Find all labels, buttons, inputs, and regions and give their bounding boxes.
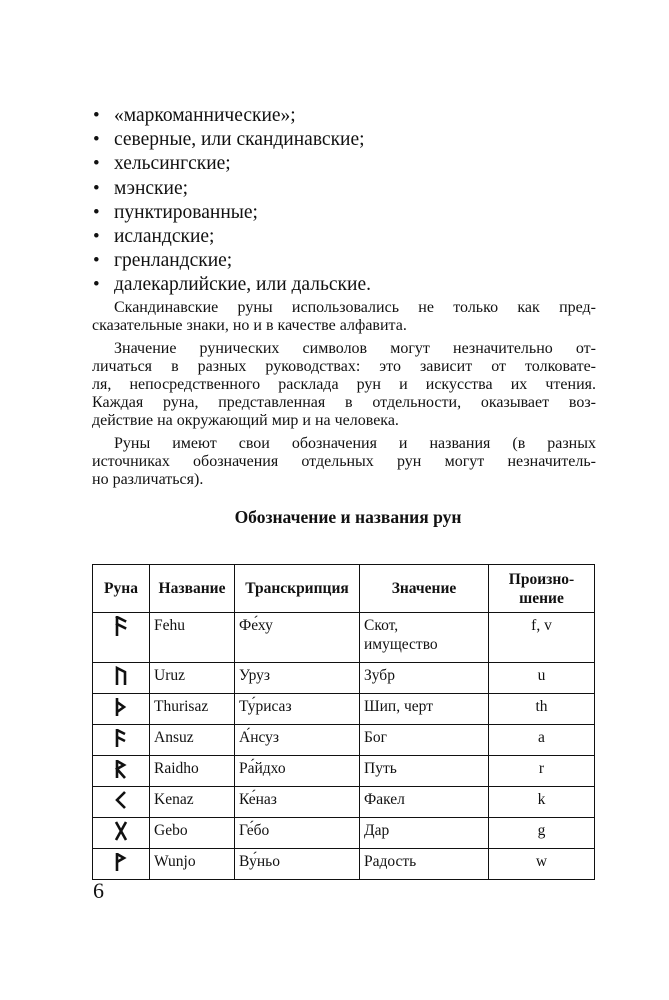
page-number: 6 (93, 878, 104, 903)
list-item: • гренландские; (92, 249, 596, 273)
table-caption: Обозначение и названия рун (234, 506, 462, 527)
runes-table (92, 564, 595, 880)
text-line: ля, непосредственного расклада рун и искусства их чтения. (92, 375, 596, 393)
header-pronunciation (489, 565, 595, 613)
uruz-rune-icon (93, 663, 150, 694)
rune-transcription: Ту́рисаз (235, 694, 360, 725)
list-item: • далекарлийские, или дальские. (92, 273, 596, 297)
fehu-rune-icon (93, 613, 150, 663)
bullet-icon: • (93, 226, 100, 248)
rune-transcription: Ву́ньо (235, 849, 360, 880)
text-line: Скандинавские руны использовались не только как пред- (114, 298, 596, 316)
rune-transcription: Фе́ху (235, 613, 360, 663)
text-line: Значение рунических символов могут незначительно от- (114, 339, 596, 357)
table-row (93, 613, 595, 663)
rune-meaning: Факел (360, 787, 489, 818)
list-item: • мэнские; (92, 177, 596, 201)
text-line: действие на окружающий мир и на человека. (92, 411, 399, 429)
rune-pronunciation: f, v (489, 613, 595, 663)
header-pron-line2: шение (519, 589, 564, 607)
table-row (93, 756, 595, 787)
text-line: Руны имеют свои обозначения и названия (в разных (114, 434, 596, 452)
rune-transcription: Ке́наз (235, 787, 360, 818)
bullet-icon: • (93, 177, 100, 199)
table-row (93, 725, 595, 756)
header-transcription: Транскрипция (235, 565, 360, 613)
paragraph-names (92, 435, 596, 489)
ansuz-rune-icon (93, 725, 150, 756)
rune-meaning: Скот, имущество (360, 613, 489, 663)
rune-transcription: А́нсуз (235, 725, 360, 756)
bullet-icon: • (93, 201, 100, 223)
text-line: Каждая руна, представленная в отдельности, оказывает воз- (92, 393, 596, 411)
wunjo-rune-icon (93, 849, 150, 880)
rune-pronunciation: u (489, 663, 595, 694)
kenaz-rune-icon (93, 787, 150, 818)
page-body (92, 104, 596, 528)
raidho-rune-icon (93, 756, 150, 787)
rune-name: Kenaz (150, 787, 235, 818)
rune-meaning: Бог (360, 725, 489, 756)
gebo-rune-icon (93, 818, 150, 849)
rune-name: Ansuz (150, 725, 235, 756)
list-item: • хельсингские; (92, 152, 596, 176)
bullet-icon: • (93, 274, 100, 296)
list-item: • «маркоманнические»; (92, 104, 596, 128)
header-pron-line1: Произно- (508, 570, 575, 588)
rune-meaning: Зубр (360, 663, 489, 694)
rune-transcription: Уруз (235, 663, 360, 694)
rune-pronunciation: r (489, 756, 595, 787)
table-row (93, 663, 595, 694)
rune-name: Gebo (150, 818, 235, 849)
thurisaz-rune-icon (93, 694, 150, 725)
bullet-icon: • (93, 105, 100, 126)
rune-name: Uruz (150, 663, 235, 694)
table-row (93, 787, 595, 818)
paragraph-alphabet (92, 299, 596, 335)
rune-pronunciation: w (489, 849, 595, 880)
table-row (93, 818, 595, 849)
rune-meaning: Дар (360, 818, 489, 849)
bullet-icon: • (93, 153, 100, 175)
table-header-row (93, 565, 595, 613)
table-row (93, 849, 595, 880)
bullet-icon: • (93, 129, 100, 151)
rune-name: Raidho (150, 756, 235, 787)
text-line: источниках обозначения отдельных рун могут незначитель- (92, 452, 596, 470)
rune-transcription: Ге́бо (235, 818, 360, 849)
rune-meaning: Радость (360, 849, 489, 880)
rune-transcription: Ра́йдхо (235, 756, 360, 787)
header-meaning: Значение (360, 565, 489, 613)
list-item: • северные, или скандинавские; (92, 128, 596, 152)
rune-pronunciation: g (489, 818, 595, 849)
text-line: сказательные знаки, но и в качестве алфавита. (92, 316, 407, 334)
rune-meaning: Путь (360, 756, 489, 787)
bullet-icon: • (93, 250, 100, 272)
header-name: Название (150, 565, 235, 613)
header-rune: Руна (93, 565, 150, 613)
rune-pronunciation: k (489, 787, 595, 818)
rune-types-list (92, 104, 596, 298)
text-line: но различаться). (92, 470, 204, 488)
paragraph-meaning (92, 340, 596, 430)
rune-pronunciation: th (489, 694, 595, 725)
rune-name: Fehu (150, 613, 235, 663)
rune-name: Thurisaz (150, 694, 235, 725)
rune-pronunciation: a (489, 725, 595, 756)
rune-meaning: Шип, черт (360, 694, 489, 725)
table-row (93, 694, 595, 725)
list-item: • пунктированные; (92, 201, 596, 225)
text-line: личаться в разных руководствах: это зависит от толковате- (92, 357, 596, 375)
rune-name: Wunjo (150, 849, 235, 880)
list-item: • исландские; (92, 225, 596, 249)
